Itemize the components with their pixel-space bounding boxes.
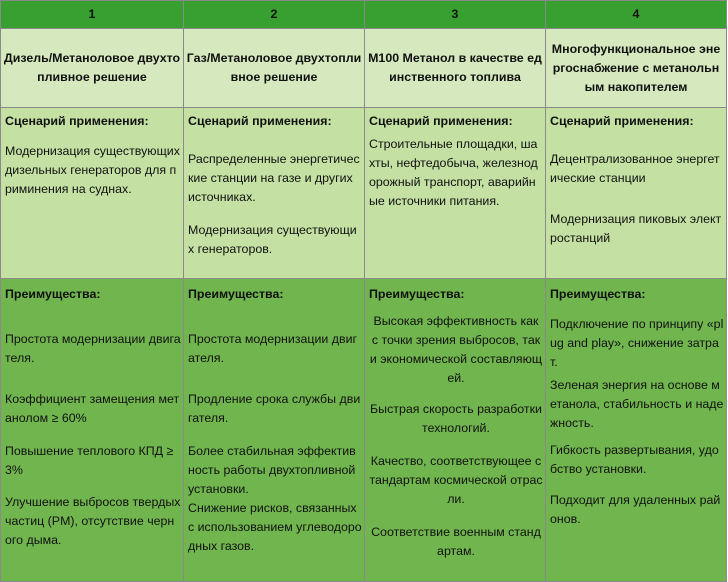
column-number: 2 bbox=[184, 1, 365, 29]
solution-title: М100 Метанол в качестве единственного топлива bbox=[365, 29, 546, 108]
scenario-text: Распределенные энергетические станции на газе и других источниках. bbox=[188, 152, 360, 204]
column-number: 4 bbox=[546, 1, 727, 29]
advantages-label: Преимущества: bbox=[5, 287, 101, 301]
advantages-cell bbox=[1, 279, 184, 582]
title-row bbox=[1, 29, 727, 108]
solution-title: Газ/Метаноловое двухтопливное решение bbox=[184, 29, 365, 108]
advantage-item: Продление срока службы двигателя. bbox=[188, 392, 361, 425]
advantage-item: Быстрая скорость разработки технологий. bbox=[370, 402, 542, 435]
header-row bbox=[1, 1, 727, 29]
advantage-item: Зеленая энергия на основе метанола, стабильность и надежность. bbox=[550, 378, 724, 430]
solution-title: Дизель/Метаноловое двухтопливное решение bbox=[1, 29, 184, 108]
scenario-text: Модернизация пиковых электростанций bbox=[550, 212, 722, 245]
scenario-text: Модернизация существующих дизельных генераторов для приминения на суднах. bbox=[5, 144, 180, 196]
advantage-item: Подключение по принципу «plug and play», снижение затрат. bbox=[550, 317, 724, 369]
advantages-cell bbox=[365, 279, 546, 582]
advantage-item: Более стабильная эффективность работы двухтопливной установки. bbox=[188, 444, 356, 496]
advantage-item: Простота модернизации двигателя. bbox=[5, 332, 181, 365]
scenario-cell bbox=[184, 108, 365, 279]
advantage-item: Гибкость развертывания, удобство установки. bbox=[550, 443, 719, 476]
advantage-item: Подходит для удаленных районов. bbox=[550, 493, 721, 526]
advantage-item: Повышение теплового КПД ≥ 3% bbox=[5, 444, 174, 477]
advantages-label: Преимущества: bbox=[369, 287, 465, 301]
advantage-item: Простота модернизации двигателя. bbox=[188, 332, 358, 365]
advantages-cell bbox=[184, 279, 365, 582]
advantages-label: Преимущества: bbox=[188, 287, 284, 301]
advantage-item: Снижение рисков, связанных с использованием углеводородных газов. bbox=[188, 501, 362, 553]
scenario-cell bbox=[365, 108, 546, 279]
scenario-label: Сценарий применения: bbox=[369, 114, 513, 128]
scenario-text: Децентрализованное энергетические станции bbox=[550, 152, 720, 185]
advantages-cell bbox=[546, 279, 727, 582]
scenario-row bbox=[1, 108, 727, 279]
solution-title: Многофункциональное энергоснабжение с метанольным накопителем bbox=[546, 29, 727, 108]
scenario-label: Сценарий применения: bbox=[188, 114, 332, 128]
column-number: 3 bbox=[365, 1, 546, 29]
scenario-label: Сценарий применения: bbox=[550, 114, 694, 128]
scenario-label: Сценарий применения: bbox=[5, 114, 149, 128]
advantage-item: Коэффициент замещения метанолом ≥ 60% bbox=[5, 392, 180, 425]
advantage-item: Высокая эффективность как с точки зрения выбросов, так и экономической составляющей. bbox=[369, 314, 543, 385]
advantage-item: Соответствие военным стандартам. bbox=[371, 525, 541, 558]
scenario-text: Модернизация существующих генераторов. bbox=[188, 223, 357, 256]
scenario-cell bbox=[546, 108, 727, 279]
advantages-row bbox=[1, 279, 727, 582]
advantage-item: Улучшение выбросов твердых частиц (PM), отсутствие черного дыма. bbox=[5, 495, 181, 547]
scenario-text: Строительные площадки, шахты, нефтедобыча, железнодорожный транспорт, аварийные источники питания. bbox=[369, 137, 538, 208]
scenario-cell bbox=[1, 108, 184, 279]
advantage-item: Качество, соответствующее стандартам космической отрасли. bbox=[369, 454, 543, 506]
column-number: 1 bbox=[1, 1, 184, 29]
advantages-label: Преимущества: bbox=[550, 287, 646, 301]
